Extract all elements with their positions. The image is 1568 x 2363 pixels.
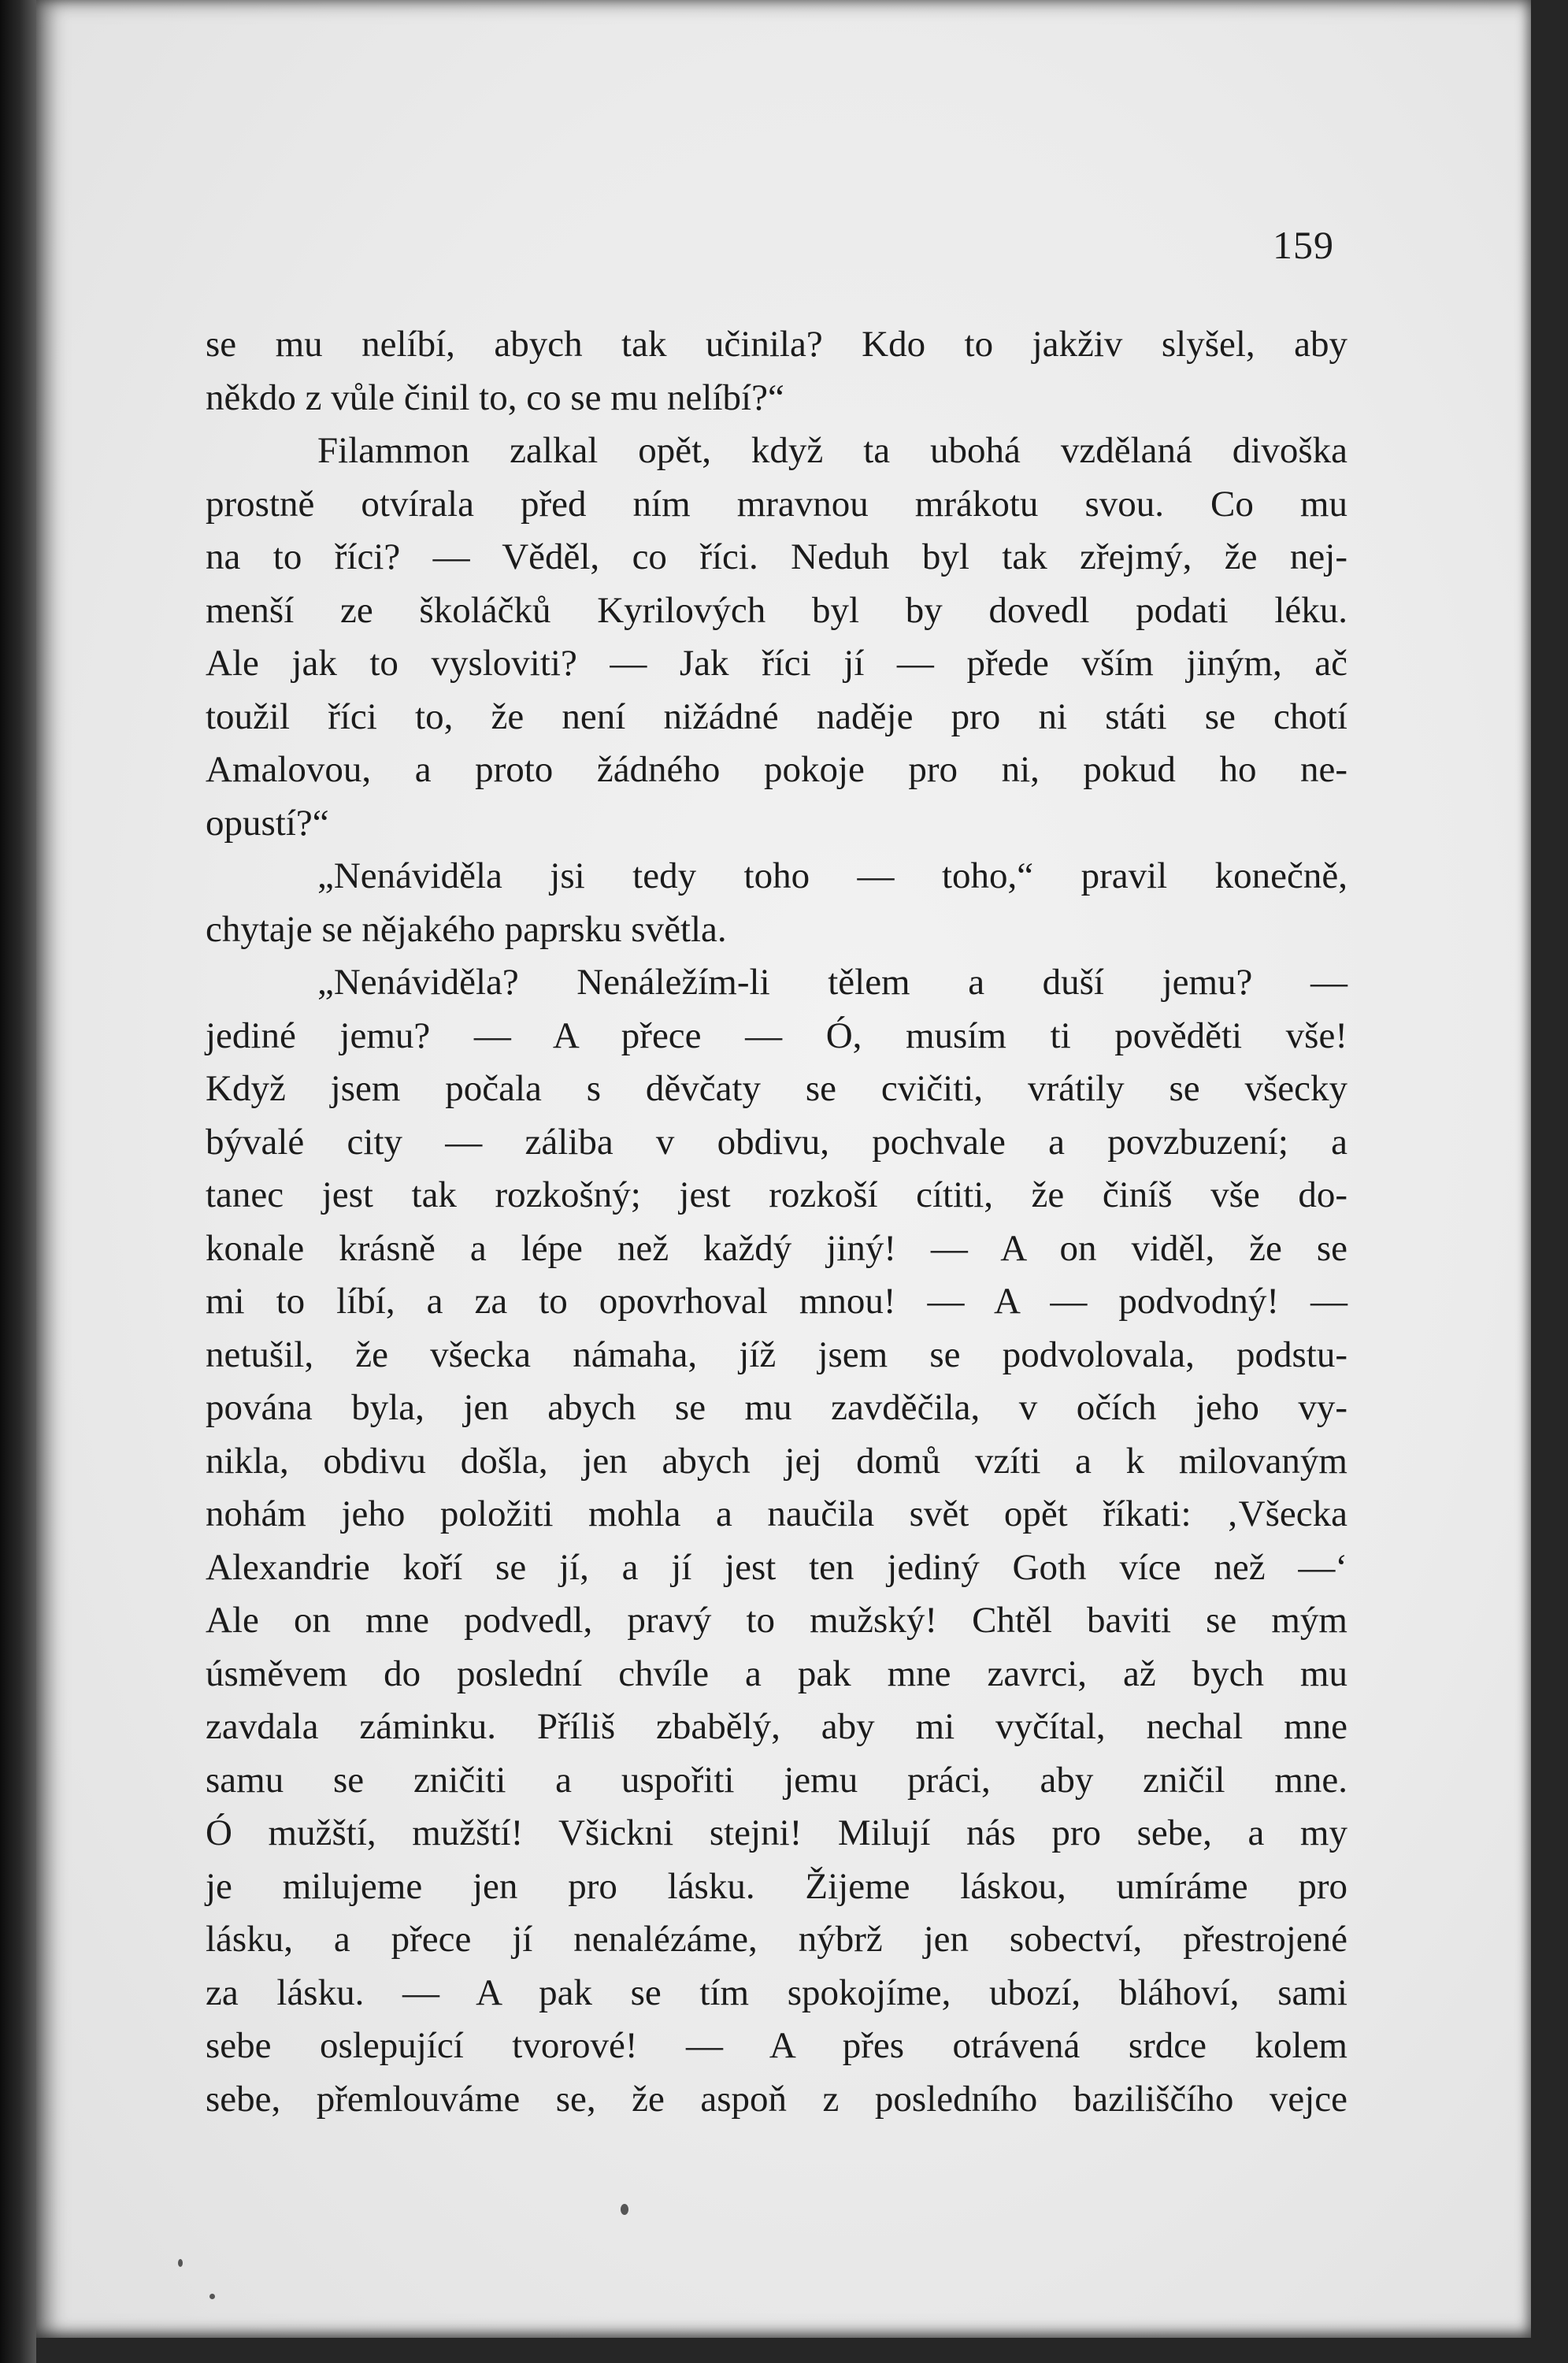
text-line: „Nenáviděla jsi tedy toho — toho,“ pravil konečně, bbox=[317, 855, 1347, 896]
text-line: samu se zničiti a uspořiti jemu práci, aby zničil mne. bbox=[206, 1759, 1347, 1801]
text-line: konale krásně a lépe než každý jiný! — A on viděl, že se bbox=[206, 1227, 1347, 1269]
text-line: Když jsem počala s děvčaty se cvičiti, vrátily se všecky bbox=[206, 1068, 1347, 1109]
text-line: toužil říci to, že není nižádné naděje pro ni státi se chotí bbox=[206, 696, 1347, 737]
text-line: Filammon zalkal opět, když ta ubohá vzdělaná divoška bbox=[317, 430, 1347, 471]
text-line: je milujeme jen pro lásku. Žijeme láskou, umíráme pro bbox=[206, 1865, 1347, 1907]
text-line: Ó mužští, mužští! Všickni stejni! Milují nás pro sebe, a my bbox=[206, 1812, 1347, 1853]
text-line: opustí?“ bbox=[206, 802, 329, 844]
text-line: sebe oslepující tvorové! — A přes otrávená srdce kolem bbox=[206, 2025, 1347, 2066]
paper-speck bbox=[209, 2294, 215, 2299]
text-line: tanec jest tak rozkošný; jest rozkoší cítiti, že činíš vše do- bbox=[206, 1174, 1347, 1215]
text-line: jediné jemu? — A přece — Ó, musím ti pověděti vše! bbox=[206, 1015, 1347, 1056]
text-line: bývalé city — záliba v obdivu, pochvale a povzbuzení; a bbox=[206, 1121, 1347, 1163]
text-line: zavdala záminku. Příliš zbabělý, aby mi vyčítal, nechal mne bbox=[206, 1706, 1347, 1747]
text-line: pována byla, jen abych se mu zavděčila, v očích jeho vy- bbox=[206, 1387, 1347, 1428]
text-line: Ale jak to vysloviti? — Jak říci jí — přede vším jiným, ač bbox=[206, 643, 1347, 684]
text-line: Ale on mne podvedl, pravý to mužský! Chtěl baviti se mým bbox=[206, 1600, 1347, 1641]
text-line: sebe, přemlouváme se, že aspoň z posledního baziliščího vejce bbox=[206, 2078, 1347, 2120]
text-line: chytaje se nějakého paprsku světla. bbox=[206, 908, 727, 950]
text-line: prostně otvírala před ním mravnou mrákotu svou. Co mu bbox=[206, 483, 1347, 525]
text-line: se mu nelíbí, abych tak učinila? Kdo to jakživ slyšel, aby bbox=[206, 324, 1347, 365]
text-line: nohám jeho položiti mohla a naučila svět opět říkati: ‚Všecka bbox=[206, 1493, 1347, 1534]
text-line: netušil, že všecka námaha, jíž jsem se podvolovala, podstu- bbox=[206, 1334, 1347, 1375]
text-line: za lásku. — A pak se tím spokojíme, ubozí, bláhoví, sami bbox=[206, 1972, 1347, 2013]
text-line: menší ze školáčků Kyrilových byl by dovedl podati léku. bbox=[206, 589, 1347, 631]
paper-speck bbox=[178, 2259, 183, 2267]
text-line: „Nenáviděla? Nenáležím-li tělem a duší jemu? — bbox=[317, 962, 1347, 1003]
text-line: na to říci? — Věděl, co říci. Neduh byl tak zřejmý, že nej- bbox=[206, 536, 1347, 577]
text-line: Amalovou, a proto žádného pokoje pro ni, pokud ho ne- bbox=[206, 749, 1347, 790]
paper-sheet bbox=[36, 0, 1531, 2338]
text-line: úsměvem do poslední chvíle a pak mne zavrci, až bych mu bbox=[206, 1653, 1347, 1694]
text-line: Alexandrie koří se jí, a jí jest ten jediný Goth více než —‘ bbox=[206, 1546, 1347, 1588]
text-line: někdo z vůle činil to, co se mu nelíbí?“ bbox=[206, 377, 784, 418]
body-text bbox=[206, 318, 1347, 2126]
book-spine-edge bbox=[0, 0, 36, 2363]
paper-speck bbox=[621, 2204, 628, 2215]
page-number: 159 bbox=[1273, 223, 1334, 267]
text-line: mi to líbí, a za to opovrhoval mnou! — A — podvodný! — bbox=[206, 1281, 1347, 1322]
text-line: lásku, a přece jí nenalézáme, nýbrž jen sobectví, přestrojené bbox=[206, 1919, 1347, 1960]
text-line: nikla, obdivu došla, jen abych jej domů vzíti a k milovaným bbox=[206, 1440, 1347, 1482]
